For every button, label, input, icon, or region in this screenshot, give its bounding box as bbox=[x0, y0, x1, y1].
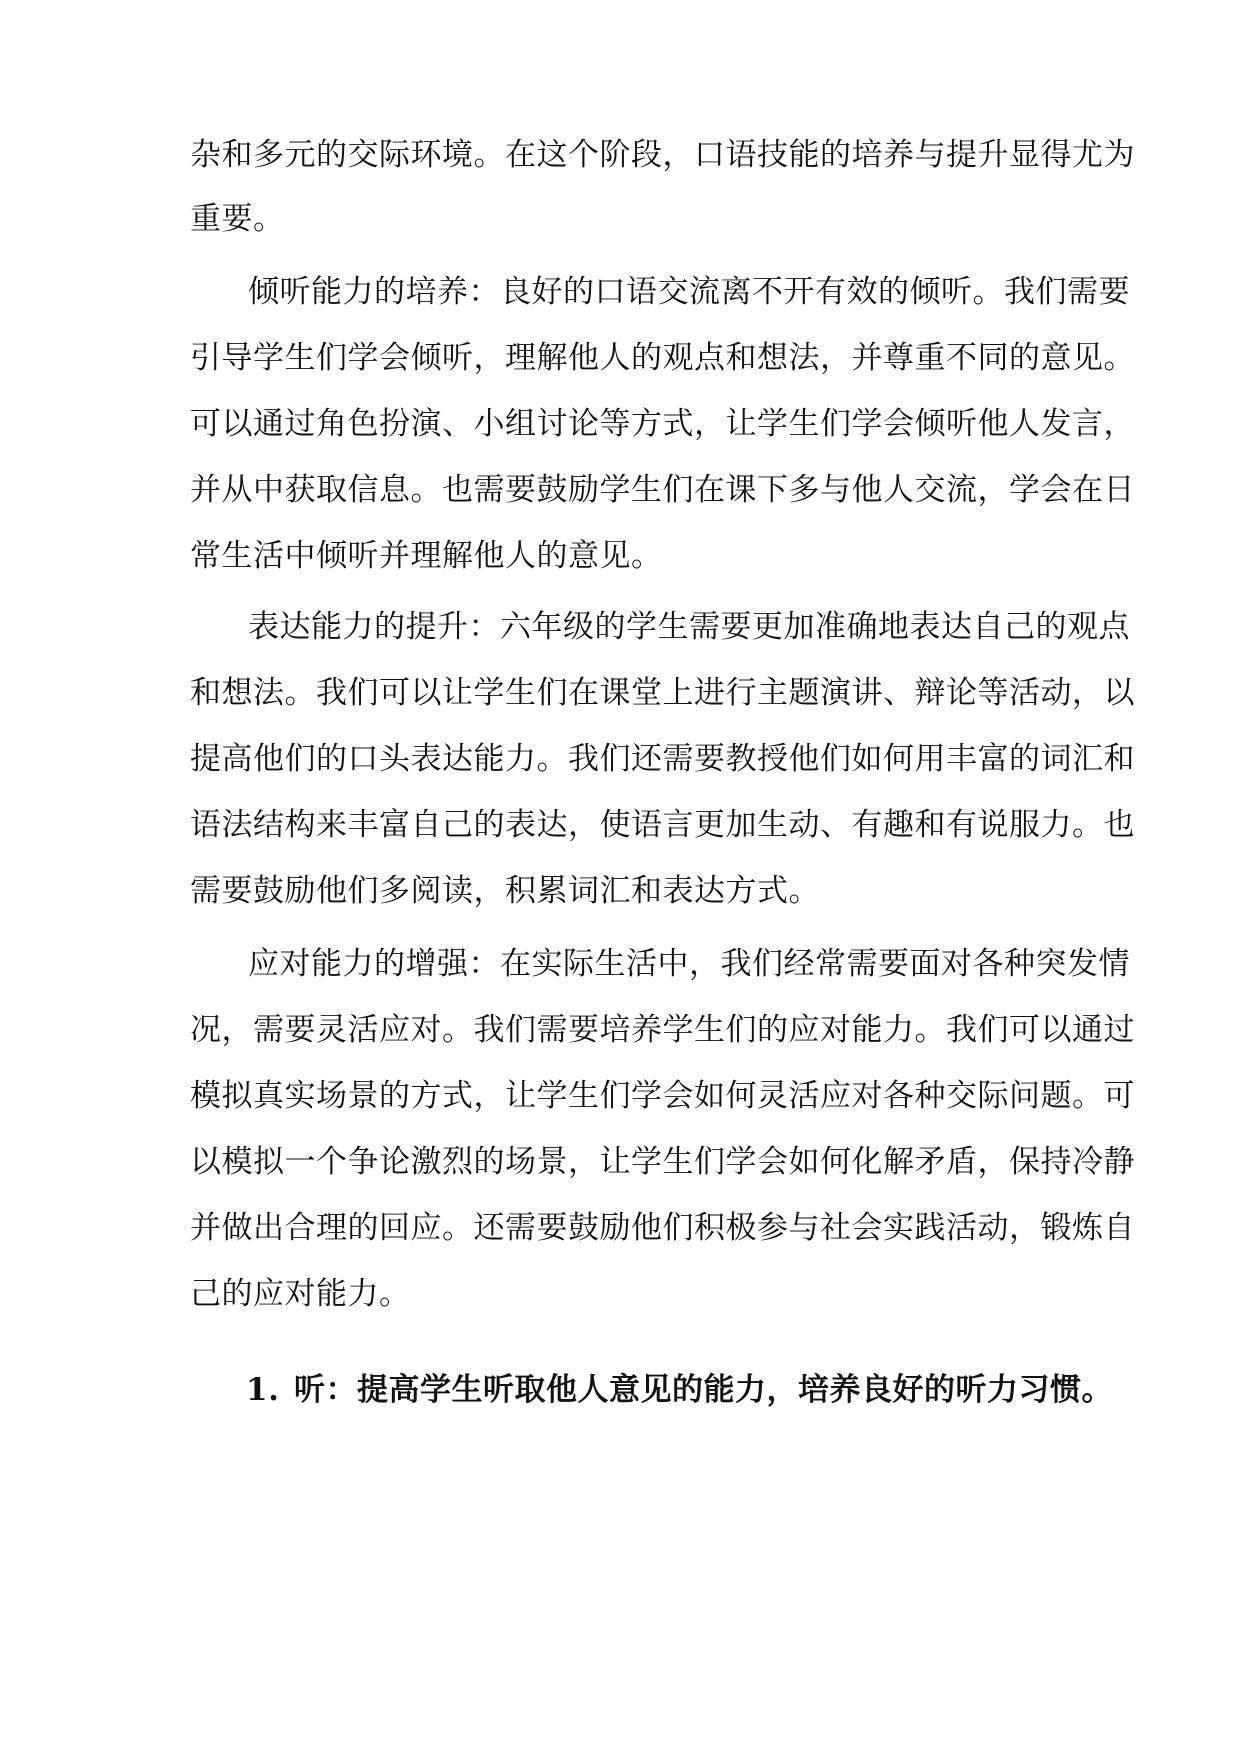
paragraph-line: 提高他们的口头表达能力。我们还需要教授他们如何用丰富的词汇和 bbox=[190, 741, 1135, 777]
paragraph-line: 需要鼓励他们多阅读，积累词汇和表达方式。 bbox=[190, 873, 820, 909]
paragraph-line: 引导学生们学会倾听，理解他人的观点和想法，并尊重不同的意见。 bbox=[190, 340, 1135, 376]
paragraph-line: 表达能力的提升：六年级的学生需要更加准确地表达自己的观点 bbox=[248, 609, 1130, 645]
paragraph-line: 和想法。我们可以让学生们在课堂上进行主题演讲、辩论等活动，以 bbox=[190, 675, 1135, 711]
paragraph-line: 并从中获取信息。也需要鼓励学生们在课下多与他人交流，学会在日 bbox=[190, 472, 1135, 508]
paragraph-line: 常生活中倾听并理解他人的意见。 bbox=[190, 538, 663, 574]
paragraph-line: 杂和多元的交际环境。在这个阶段，口语技能的培养与提升显得尤为 bbox=[190, 137, 1135, 173]
paragraph-line: 况，需要灵活应对。我们需要培养学生们的应对能力。我们可以通过 bbox=[190, 1012, 1135, 1048]
paragraph-line: 应对能力的增强：在实际生活中，我们经常需要面对各种突发情 bbox=[248, 946, 1130, 982]
heading-text: 听：提高学生听取他人意见的能力，培养良好的听力习惯。 bbox=[294, 1372, 1113, 1408]
paragraph-line: 重要。 bbox=[190, 201, 285, 237]
paragraph-line: 并做出合理的回应。还需要鼓励他们积极参与社会实践活动，锻炼自 bbox=[190, 1210, 1135, 1246]
paragraph-line: 模拟真实场景的方式，让学生们学会如何灵活应对各种交际问题。可 bbox=[190, 1078, 1135, 1114]
paragraph-line: 己的应对能力。 bbox=[190, 1276, 411, 1312]
paragraph-line: 语法结构来丰富自己的表达，使语言更加生动、有趣和有说服力。也 bbox=[190, 807, 1135, 843]
paragraph-line: 倾听能力的培养：良好的口语交流离不开有效的倾听。我们需要 bbox=[248, 274, 1130, 310]
paragraph-line: 可以通过角色扮演、小组讨论等方式，让学生们学会倾听他人发言， bbox=[190, 406, 1135, 442]
heading-number: 1. bbox=[246, 1372, 280, 1408]
paragraph-line: 以模拟一个争论激烈的场景，让学生们学会如何化解矛盾，保持冷静 bbox=[190, 1144, 1135, 1180]
section-heading bbox=[246, 1370, 1113, 1410]
